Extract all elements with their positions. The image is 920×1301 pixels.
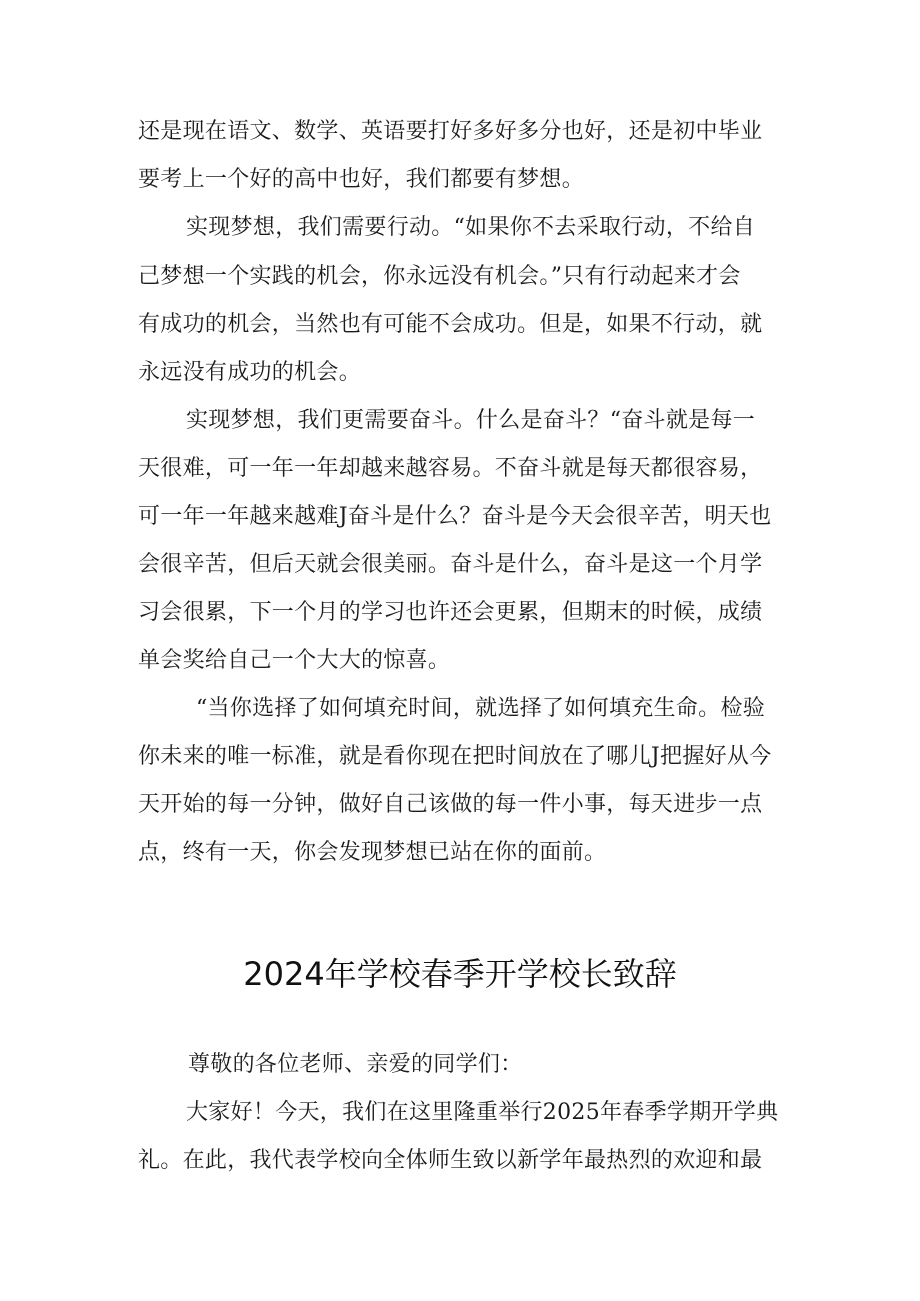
paragraph-2-line-4: 永远没有成功的机会。 <box>138 360 362 385</box>
paragraph-4-line-4: 点，终有一天，你会发现梦想已站在你的面前。 <box>138 840 607 865</box>
paragraph-3-line-6: 单会奖给自己一个大大的惊喜。 <box>138 648 451 673</box>
paragraph-4-line-2: 你未来的唯一标准，就是看你现在把时间放在了哪儿J把握好从今 <box>138 744 772 769</box>
paragraph-2-line-3: 有成功的机会，当然也有可能不会成功。但是，如果不行动，就 <box>138 312 763 337</box>
paragraph-3-line-4: 会很辛苦，但后天就会很美丽。奋斗是什么，奋斗是这一个月学 <box>138 552 763 577</box>
paragraph-3-line-2: 天很难，可一年一年却越来越容易。不奋斗就是每天都很容易， <box>138 456 763 481</box>
speech-opening-line-2: 礼。在此，我代表学校向全体师生致以新学年最热烈的欢迎和最 <box>138 1148 763 1173</box>
paragraph-2-line-2: 己梦想一个实践的机会，你永远没有机会。”只有行动起来才会 <box>138 264 741 289</box>
section-title: 2024年学校春季开学校长致辞 <box>243 955 677 993</box>
paragraph-1-line-2: 要考上一个好的高中也好，我们都要有梦想。 <box>138 167 585 192</box>
paragraph-4-line-1: “当你选择了如何填充时间，就选择了如何填充生命。检验 <box>196 696 766 721</box>
paragraph-1-line-1: 还是现在语文、数学、英语要打好多好多分也好，还是初中毕业 <box>138 119 763 144</box>
speech-greeting: 尊敬的各位老师、亲爱的同学们： <box>188 1052 523 1077</box>
speech-opening-line-1: 大家好！今天，我们在这里隆重举行2025年春季学期开学典 <box>186 1100 779 1125</box>
paragraph-4-line-3: 天开始的每一分钟，做好自己该做的每一件小事，每天进步一点 <box>138 792 763 817</box>
paragraph-3-line-5: 习会很累，下一个月的学习也许还会更累，但期末的时候，成绩 <box>138 600 763 625</box>
paragraph-3-line-1: 实现梦想，我们更需要奋斗。什么是奋斗？“奋斗就是每一 <box>186 408 756 433</box>
paragraph-2-line-1: 实现梦想，我们需要行动。“如果你不去采取行动，不给自 <box>186 215 756 240</box>
paragraph-3-line-3: 可一年一年越来越难J奋斗是什么？奋斗是今天会很辛苦，明天也 <box>138 504 772 529</box>
